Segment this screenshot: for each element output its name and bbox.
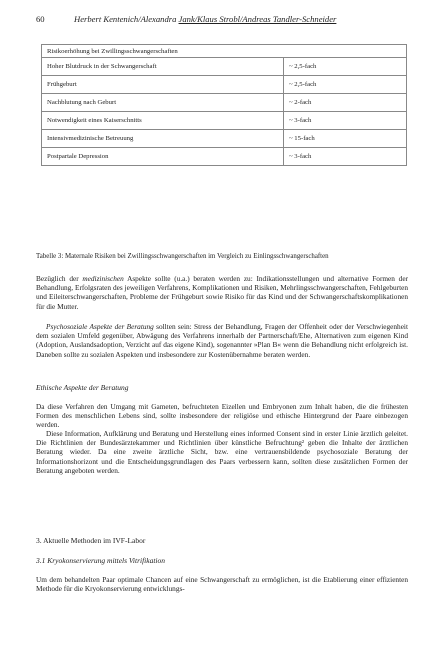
paragraph-ethics-2 bbox=[36, 429, 408, 475]
para5-text: Um dem behandelten Paar optimale Chancen auf eine Schwangerschaft zu ermöglichen, ist die Etablierung einer effizienten Methode für die Kryokonservierung entwicklungs- bbox=[36, 575, 408, 594]
table-cell-label: Intensivmedizinische Betreuung bbox=[42, 130, 284, 148]
paragraph-medical bbox=[36, 274, 408, 311]
para1-emphasis: medizinischen bbox=[82, 274, 124, 283]
para3-text: Da diese Verfahren den Umgang mit Gameten, befruchteten Eizellen und Embryonen zum Inhalt haben, die die frühesten Formen des menschlichen Lebens sind, sollte insbesondere der religiöse und ethische Hintergrund der Paare einbezogen werden. bbox=[36, 402, 408, 430]
authors-part-2: Jank/Klaus Strobl/Andreas Tandler-Schneider bbox=[178, 14, 337, 24]
table-cell-label: Notwendigkeit eines Kaiserschnitts bbox=[42, 112, 284, 130]
table-cell-value: ~ 3-fach bbox=[284, 112, 407, 130]
paragraph-psychosocial bbox=[36, 322, 408, 359]
table-row bbox=[42, 130, 407, 148]
table-row bbox=[42, 148, 407, 166]
table-cell-label: Nachblutung nach Geburt bbox=[42, 94, 284, 112]
paragraph-ethics-1 bbox=[36, 402, 408, 430]
page-number: 60 bbox=[36, 14, 45, 24]
paragraph-cryo bbox=[36, 575, 408, 593]
subheading-ethics: Ethische Aspekte der Beratung bbox=[36, 383, 129, 392]
section-heading: 3. Aktuelle Methoden im IVF-Labor bbox=[36, 536, 146, 545]
table-row bbox=[42, 76, 407, 94]
authors-part-1: Herbert Kentenich/Alexandra bbox=[74, 14, 179, 24]
table-cell-value: ~ 2-fach bbox=[284, 94, 407, 112]
table-header-cell: Risikoerhöhung bei Zwillingsschwangerschaften bbox=[42, 45, 407, 58]
para4-text: Diese Information, Aufklärung und Beratung und Herstellung eines informed Consent sind in erster Linie ärztlich geleitet. Die Richtlinien der Bundesärztekammer und Richtlinien über künstliche Befruchtung² geben die Inhalte der ärztlichen Beratung wieder. Da eine zweite ärztliche Sicht, bzw. eine vertrauensbildende psychosoziale Beratung der Informationshorizont und die Entscheidungsgrundlagen des Paars verbessern kann, sollten diese zusätzlichen Formen der Beratung angeboten werden. bbox=[36, 429, 408, 475]
table-cell-value: ~ 15-fach bbox=[284, 130, 407, 148]
table-cell-value: ~ 2,5-fach bbox=[284, 76, 407, 94]
table-row bbox=[42, 112, 407, 130]
para2-emphasis: Psychosoziale Aspekte der Beratung bbox=[46, 322, 154, 331]
risk-table bbox=[41, 44, 407, 166]
running-header-authors bbox=[74, 14, 336, 24]
para1-text-1: Bezüglich der bbox=[36, 274, 83, 283]
table-row bbox=[42, 58, 407, 76]
para1-text-2: Aspekte sollte (u.a.) beraten werden zu: Indikationsstellungen und alternative Formen der Behandlung, Erfolgsraten des jeweiligen Verfahrens, Komplikationen und Risiken, Mehrlingsschwangerschaften, Fehlgeburten und Eileiterschwangerschaften, Probleme der Frühgeburt sowie Risiko für das Kind und der Schwangerschaftskomplikationen für die Mutter. bbox=[36, 274, 408, 311]
table-header-row bbox=[42, 45, 407, 58]
table-cell-value: ~ 2,5-fach bbox=[284, 58, 407, 76]
table-cell-label: Hoher Blutdruck in der Schwangerschaft bbox=[42, 58, 284, 76]
table-caption: Tabelle 3: Maternale Risiken bei Zwillingsschwangerschaften im Vergleich zu Einlingsschwangerschaften bbox=[36, 253, 329, 260]
table-cell-label: Frühgeburt bbox=[42, 76, 284, 94]
table-cell-label: Postpartale Depression bbox=[42, 148, 284, 166]
table-cell-value: ~ 3-fach bbox=[284, 148, 407, 166]
para2-text: sollten sein: Stress der Behandlung, Fragen der Offenheit oder der Verschwiegenheit dem sozialen Umfeld gegenüber, Abwägung des Verfahrens innerhalb der Partnerschaft/Ehe, Alternativen zum eigenen Kind (Adoption, Auslandsadoption, Verzicht auf das eigene Kind), sogenannter »Plan B« wenn die Behandlung nicht erfolgreich ist. Daneben sollte zu sozialen Aspekten und insbesondere zur Kostenübernahme beraten werden. bbox=[36, 322, 408, 359]
subsection-heading: 3.1 Kryokonservierung mittels Vitrifikation bbox=[36, 556, 166, 565]
table-row bbox=[42, 94, 407, 112]
